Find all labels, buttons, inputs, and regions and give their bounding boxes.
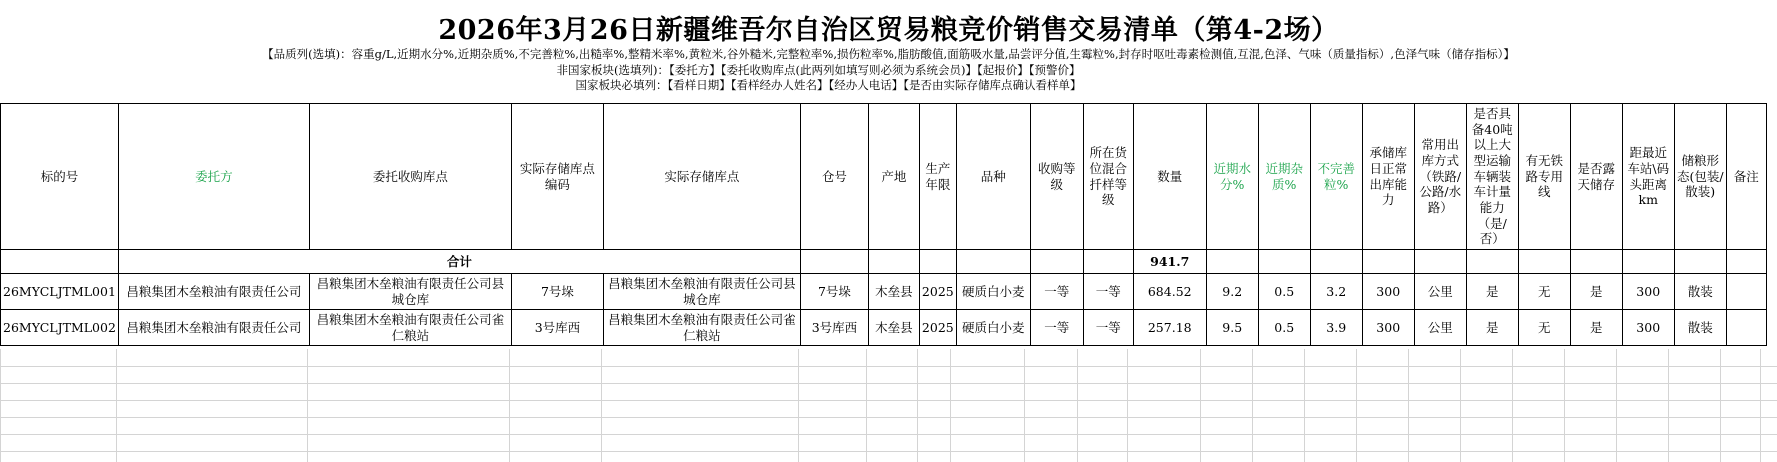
note-national-columns: 国家板块必填列：【看样日期】【看样经办人姓名】【经办人电话】【是否由实际存储库点确认看样单】 — [575, 78, 1082, 92]
header-cell: 不完善粒% — [1310, 104, 1362, 250]
summary-cell — [1674, 250, 1726, 274]
header-cell: 常用出库方式（铁路/公路/水路） — [1414, 104, 1466, 250]
cell-variety: 硬质白小麦 — [956, 310, 1030, 346]
header-cell: 备注 — [1726, 104, 1766, 250]
cell-outbound-mode: 公里 — [1414, 310, 1466, 346]
header-cell: 生产年限 — [919, 104, 956, 250]
header-cell: 委托收购库点 — [309, 104, 511, 250]
summary-cell — [1, 250, 119, 274]
cell-quantity: 684.52 — [1133, 274, 1206, 310]
summary-cell — [1726, 250, 1766, 274]
header-cell: 距最近车站\码头距离km — [1622, 104, 1674, 250]
cell-storage-code: 7号垛 — [511, 274, 603, 310]
cell-consignor: 昌粮集团木垒粮油有限责任公司 — [118, 310, 309, 346]
cell-imperfect: 3.2 — [1310, 274, 1362, 310]
summary-cell — [800, 250, 868, 274]
header-cell: 实际存储库点编码 — [511, 104, 603, 250]
cell-origin: 木垒县 — [868, 310, 919, 346]
header-cell: 是否具备40吨以上大型运输车辆装车计量能力（是/否） — [1466, 104, 1518, 250]
header-cell: 产地 — [868, 104, 919, 250]
cell-purchase-depot: 昌粮集团木垒粮油有限责任公司县城仓库 — [309, 274, 511, 310]
cell-distance: 300 — [1622, 310, 1674, 346]
summary-quantity: 941.7 — [1133, 250, 1206, 274]
cell-storage-depot: 昌粮集团木垒粮油有限责任公司雀仁粮站 — [603, 310, 800, 346]
cell-remark — [1726, 274, 1766, 310]
header-cell: 承储库日正常出库能力 — [1362, 104, 1414, 250]
cell-moisture: 9.2 — [1206, 274, 1258, 310]
cell-outbound-capacity: 300 — [1362, 310, 1414, 346]
cell-remark — [1726, 310, 1766, 346]
cell-outbound-mode: 公里 — [1414, 274, 1466, 310]
cell-purchase-depot: 昌粮集团木垒粮油有限责任公司雀仁粮站 — [309, 310, 511, 346]
header-cell: 是否露天储存 — [1570, 104, 1622, 250]
cell-purchase-grade: 一等 — [1030, 310, 1083, 346]
header-cell: 委托方 — [118, 104, 309, 250]
cell-sample-grade: 一等 — [1083, 310, 1133, 346]
cell-railway: 无 — [1518, 274, 1570, 310]
summary-cell — [868, 250, 919, 274]
cell-storage-code: 3号库西 — [511, 310, 603, 346]
header-cell: 所在货位混合扦样等级 — [1083, 104, 1133, 250]
cell-storage-form: 散装 — [1674, 310, 1726, 346]
summary-cell — [919, 250, 956, 274]
summary-cell — [1362, 250, 1414, 274]
header-cell: 储粮形态(包装/散装) — [1674, 104, 1726, 250]
header-cell: 数量 — [1133, 104, 1206, 250]
cell-outbound-capacity: 300 — [1362, 274, 1414, 310]
summary-cell — [1030, 250, 1083, 274]
summary-cell — [1083, 250, 1133, 274]
cell-warehouse-no: 7号垛 — [800, 274, 868, 310]
note-non-national-columns: 非国家板块(选填列)：【委托方】【委托收购库点(此两列如填写则必须为系统会员)】【起报价】【预警价】 — [556, 63, 1081, 77]
summary-cell — [1258, 250, 1310, 274]
header-cell: 标的号 — [1, 104, 119, 250]
cell-truck-capacity: 是 — [1466, 310, 1518, 346]
summary-label: 合计 — [118, 250, 800, 274]
page-title: 2026年3月26日新疆维吾尔自治区贸易粮竞价销售交易清单（第4-2场） — [438, 15, 1339, 46]
cell-distance: 300 — [1622, 274, 1674, 310]
header-cell: 近期杂质% — [1258, 104, 1310, 250]
table-row — [1, 274, 1767, 310]
cell-origin: 木垒县 — [868, 274, 919, 310]
cell-impurity: 0.5 — [1258, 274, 1310, 310]
cell-impurity: 0.5 — [1258, 310, 1310, 346]
cell-consignor: 昌粮集团木垒粮油有限责任公司 — [118, 274, 309, 310]
cell-lot-number: 26MYCLJTML001 — [1, 274, 119, 310]
cell-moisture: 9.5 — [1206, 310, 1258, 346]
summary-cell — [956, 250, 1030, 274]
cell-quantity: 257.18 — [1133, 310, 1206, 346]
transaction-table — [0, 103, 1767, 346]
cell-open-air: 是 — [1570, 310, 1622, 346]
summary-cell — [1570, 250, 1622, 274]
summary-cell — [1414, 250, 1466, 274]
cell-year: 2025 — [919, 310, 956, 346]
header-row — [1, 104, 1767, 250]
summary-cell — [1310, 250, 1362, 274]
header-cell: 收购等级 — [1030, 104, 1083, 250]
cell-sample-grade: 一等 — [1083, 274, 1133, 310]
header-cell: 近期水分% — [1206, 104, 1258, 250]
cell-year: 2025 — [919, 274, 956, 310]
header-cell: 实际存储库点 — [603, 104, 800, 250]
header-cell: 品种 — [956, 104, 1030, 250]
cell-truck-capacity: 是 — [1466, 274, 1518, 310]
table-row — [1, 310, 1767, 346]
summary-row — [1, 250, 1767, 274]
header-cell: 有无铁路专用线 — [1518, 104, 1570, 250]
cell-imperfect: 3.9 — [1310, 310, 1362, 346]
cell-open-air: 是 — [1570, 274, 1622, 310]
summary-cell — [1206, 250, 1258, 274]
note-quality-columns: 【品质列(选填)：容重g/L,近期水分%,近期杂质%,不完善粒%,出糙率%,整精米率%,黄粒米,谷外糙米,完整粒率%,损伤粒率%,脂肪酸值,面筋吸水量,品尝评分值,生霉粒%,封存时呕吐毒素检测值,互混,色泽、气味（质量指标）,色泽气味（储存指标）】 — [262, 47, 1515, 61]
header-cell: 仓号 — [800, 104, 868, 250]
cell-purchase-grade: 一等 — [1030, 274, 1083, 310]
cell-railway: 无 — [1518, 310, 1570, 346]
cell-warehouse-no: 3号库西 — [800, 310, 868, 346]
summary-cell — [1466, 250, 1518, 274]
cell-storage-form: 散装 — [1674, 274, 1726, 310]
summary-cell — [1622, 250, 1674, 274]
cell-variety: 硬质白小麦 — [956, 274, 1030, 310]
cell-lot-number: 26MYCLJTML002 — [1, 310, 119, 346]
summary-cell — [1518, 250, 1570, 274]
cell-storage-depot: 昌粮集团木垒粮油有限责任公司县城仓库 — [603, 274, 800, 310]
